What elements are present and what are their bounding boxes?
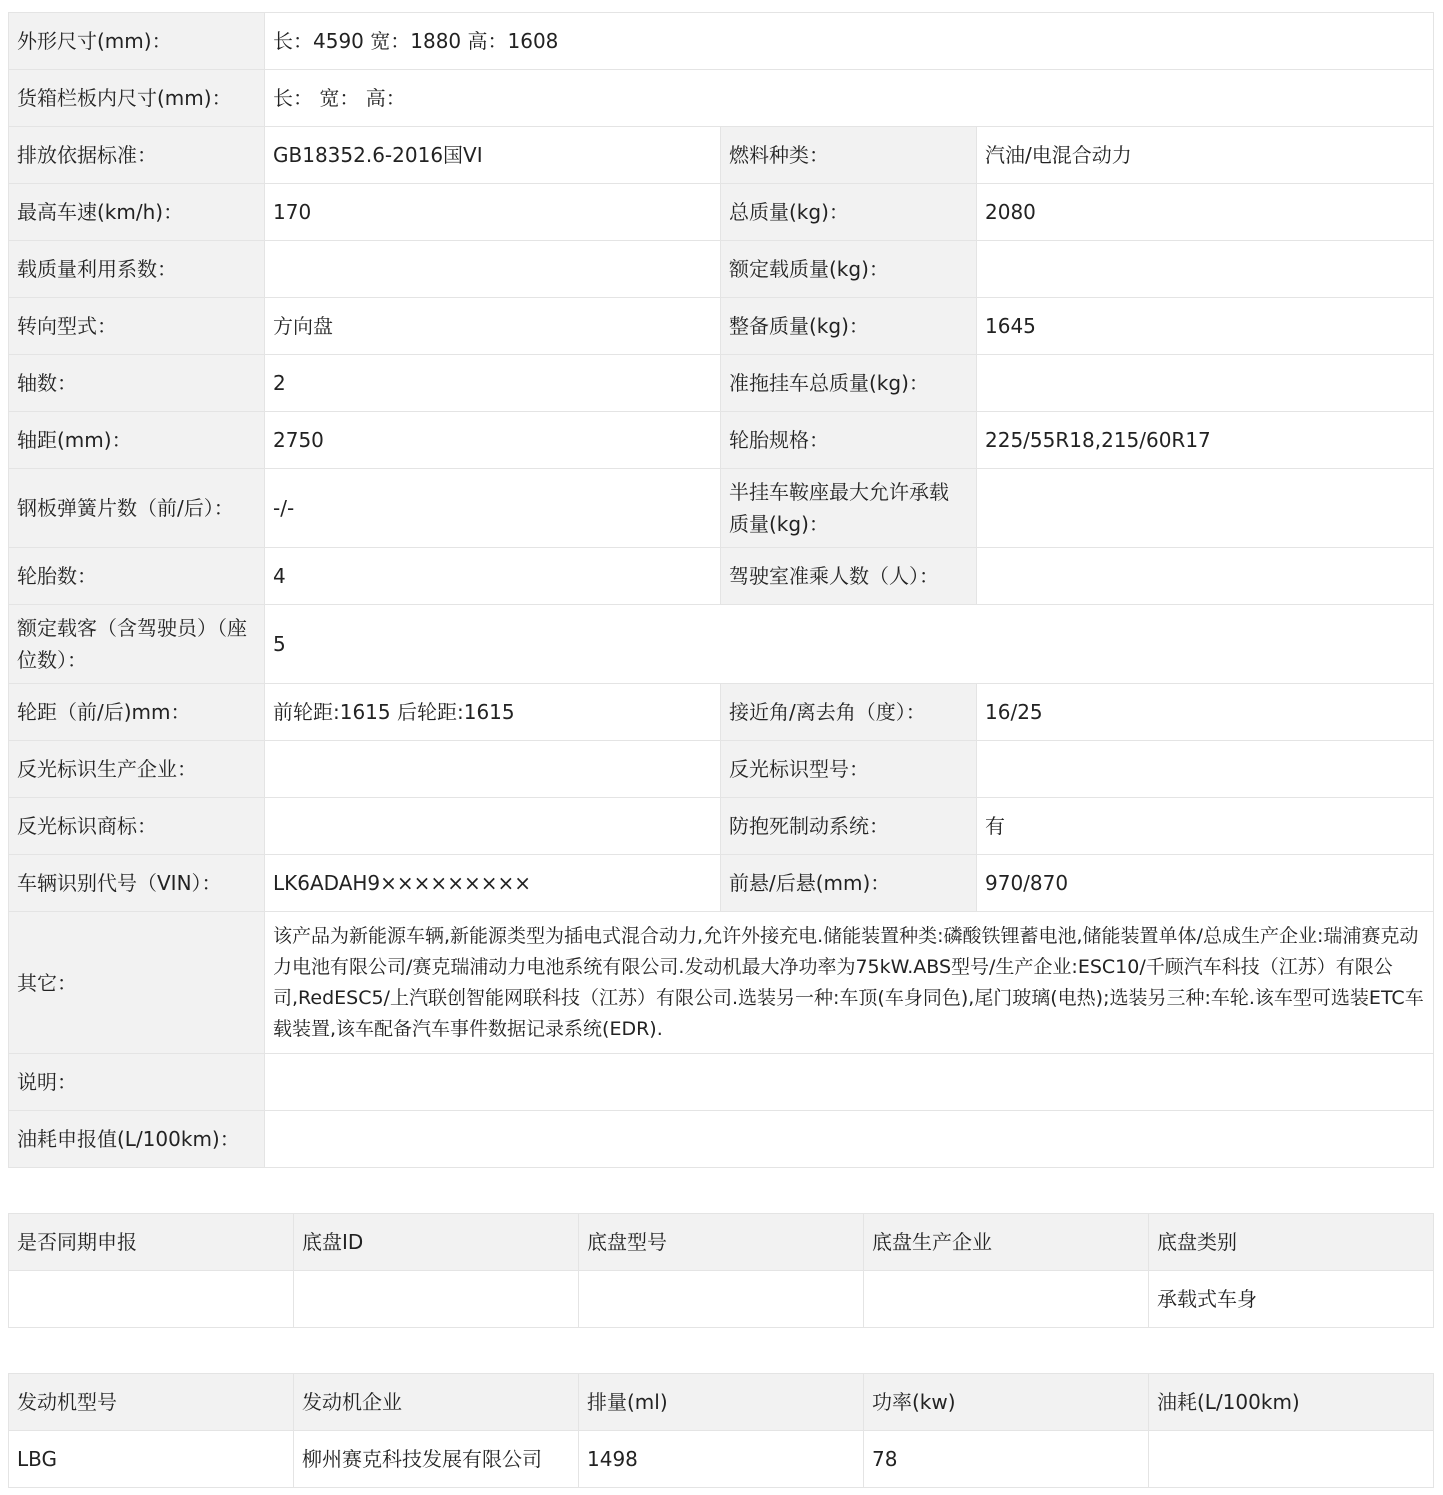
chassis-header-row xyxy=(9,1214,1434,1271)
cab-seats-label: 驾驶室准乘人数（人）： xyxy=(721,548,977,605)
reflector-model-value xyxy=(977,741,1434,798)
emission-value: GB18352.6-2016国VI xyxy=(265,127,721,184)
curb-mass-label: 整备质量(kg)： xyxy=(721,298,977,355)
cargo-label: 货箱栏板内尺寸(mm)： xyxy=(9,70,265,127)
fuel-consumption-label: 油耗申报值(L/100km)： xyxy=(9,1111,265,1168)
wheelbase-value: 2750 xyxy=(265,412,721,469)
spec-row-reflector-brand xyxy=(9,798,1434,855)
other-label: 其它： xyxy=(9,912,265,1054)
tire-count-label: 轮胎数： xyxy=(9,548,265,605)
reflector-brand-label: 反光标识商标： xyxy=(9,798,265,855)
reflector-brand-value xyxy=(265,798,721,855)
spec-row-tires xyxy=(9,548,1434,605)
vin-value: LK6ADAH9××××××××× xyxy=(265,855,721,912)
chassis-header-maker: 底盘生产企业 xyxy=(864,1214,1149,1271)
engine-header-model: 发动机型号 xyxy=(9,1374,294,1431)
spec-row-wheelbase xyxy=(9,412,1434,469)
abs-value: 有 xyxy=(977,798,1434,855)
overhang-label: 前悬/后悬(mm)： xyxy=(721,855,977,912)
dimensions-label: 外形尺寸(mm)： xyxy=(9,13,265,70)
engine-cell-fuel-consumption xyxy=(1149,1431,1434,1488)
reflector-maker-value xyxy=(265,741,721,798)
chassis-header-id: 底盘ID xyxy=(294,1214,579,1271)
spec-row-vin xyxy=(9,855,1434,912)
spec-row-leaf-spring xyxy=(9,469,1434,548)
spec-row-passengers xyxy=(9,605,1434,684)
chassis-cell-maker xyxy=(864,1271,1149,1328)
passengers-value: 5 xyxy=(265,605,1434,684)
spec-row-axles xyxy=(9,355,1434,412)
engine-cell-model: LBG xyxy=(9,1431,294,1488)
spec-row-speed xyxy=(9,184,1434,241)
spec-row-cargo xyxy=(9,70,1434,127)
engine-header-power: 功率(kw) xyxy=(864,1374,1149,1431)
total-mass-value: 2080 xyxy=(977,184,1434,241)
spec-row-load xyxy=(9,241,1434,298)
chassis-data-row xyxy=(9,1271,1434,1328)
tire-spec-label: 轮胎规格： xyxy=(721,412,977,469)
engine-header-maker: 发动机企业 xyxy=(294,1374,579,1431)
trailer-mass-label: 准拖挂车总质量(kg)： xyxy=(721,355,977,412)
spec-row-track xyxy=(9,684,1434,741)
engine-cell-power: 78 xyxy=(864,1431,1149,1488)
note-label: 说明： xyxy=(9,1054,265,1111)
chassis-header-same-period: 是否同期申报 xyxy=(9,1214,294,1271)
reflector-model-label: 反光标识型号： xyxy=(721,741,977,798)
rated-load-value xyxy=(977,241,1434,298)
tire-count-value: 4 xyxy=(265,548,721,605)
spec-row-dimensions xyxy=(9,13,1434,70)
axles-label: 轴数： xyxy=(9,355,265,412)
cargo-value: 长： 宽： 高： xyxy=(265,70,1434,127)
curb-mass-value: 1645 xyxy=(977,298,1434,355)
tire-spec-value: 225/55R18,215/60R17 xyxy=(977,412,1434,469)
dimensions-value: 长：4590 宽：1880 高：1608 xyxy=(265,13,1434,70)
abs-label: 防抱死制动系统： xyxy=(721,798,977,855)
reflector-maker-label: 反光标识生产企业： xyxy=(9,741,265,798)
spec-row-note xyxy=(9,1054,1434,1111)
chassis-header-model: 底盘型号 xyxy=(579,1214,864,1271)
chassis-cell-same-period xyxy=(9,1271,294,1328)
track-label: 轮距（前/后)mm： xyxy=(9,684,265,741)
engine-header-displacement: 排量(ml) xyxy=(579,1374,864,1431)
vin-label: 车辆识别代号（VIN）： xyxy=(9,855,265,912)
spec-row-reflector-maker xyxy=(9,741,1434,798)
track-value: 前轮距:1615 后轮距:1615 xyxy=(265,684,721,741)
engine-cell-maker: 柳州赛克科技发展有限公司 xyxy=(294,1431,579,1488)
note-value xyxy=(265,1054,1434,1111)
spec-row-fuel-consumption xyxy=(9,1111,1434,1168)
angles-label: 接近角/离去角（度）： xyxy=(721,684,977,741)
chassis-cell-id xyxy=(294,1271,579,1328)
engine-header-fuel-consumption: 油耗(L/100km) xyxy=(1149,1374,1434,1431)
vehicle-spec-table xyxy=(8,12,1434,1168)
load-util-value xyxy=(265,241,721,298)
trailer-mass-value xyxy=(977,355,1434,412)
passengers-label: 额定载客（含驾驶员）（座位数）： xyxy=(9,605,265,684)
engine-data-row xyxy=(9,1431,1434,1488)
total-mass-label: 总质量(kg)： xyxy=(721,184,977,241)
saddle-load-label: 半挂车鞍座最大允许承载质量(kg)： xyxy=(721,469,977,548)
load-util-label: 载质量利用系数： xyxy=(9,241,265,298)
other-value: 该产品为新能源车辆,新能源类型为插电式混合动力,允许外接充电.储能装置种类:磷酸铁锂蓄电池,储能装置单体/总成生产企业:瑞浦赛克动力电池有限公司/赛克瑞浦动力电池系统有限公司.发动机最大净功率为75kW.ABS型号/生产企业:ESC10/千顾汽车科技（江苏）有限公司,RedESC5/上汽联创智能网联科技（江苏）有限公司.选装另一种:车顶(车身同色),尾门玻璃(电热);选装另三种:车轮.该车型可选装ETC车载装置,该车配备汽车事件数据记录系统(EDR). xyxy=(265,912,1434,1054)
steering-value: 方向盘 xyxy=(265,298,721,355)
engine-table xyxy=(8,1373,1434,1488)
fuel-label: 燃料种类： xyxy=(721,127,977,184)
chassis-table xyxy=(8,1213,1434,1328)
spec-row-emission xyxy=(9,127,1434,184)
emission-label: 排放依据标准： xyxy=(9,127,265,184)
wheelbase-label: 轴距(mm)： xyxy=(9,412,265,469)
max-speed-value: 170 xyxy=(265,184,721,241)
leaf-spring-label: 钢板弹簧片数（前/后）： xyxy=(9,469,265,548)
axles-value: 2 xyxy=(265,355,721,412)
saddle-load-value xyxy=(977,469,1434,548)
spec-row-other xyxy=(9,912,1434,1054)
cab-seats-value xyxy=(977,548,1434,605)
engine-header-row xyxy=(9,1374,1434,1431)
fuel-value: 汽油/电混合动力 xyxy=(977,127,1434,184)
rated-load-label: 额定载质量(kg)： xyxy=(721,241,977,298)
overhang-value: 970/870 xyxy=(977,855,1434,912)
leaf-spring-value: -/- xyxy=(265,469,721,548)
steering-label: 转向型式： xyxy=(9,298,265,355)
chassis-cell-category: 承载式车身 xyxy=(1149,1271,1434,1328)
spec-row-steering xyxy=(9,298,1434,355)
fuel-consumption-value xyxy=(265,1111,1434,1168)
max-speed-label: 最高车速(km/h)： xyxy=(9,184,265,241)
engine-cell-displacement: 1498 xyxy=(579,1431,864,1488)
chassis-header-category: 底盘类别 xyxy=(1149,1214,1434,1271)
chassis-cell-model xyxy=(579,1271,864,1328)
angles-value: 16/25 xyxy=(977,684,1434,741)
